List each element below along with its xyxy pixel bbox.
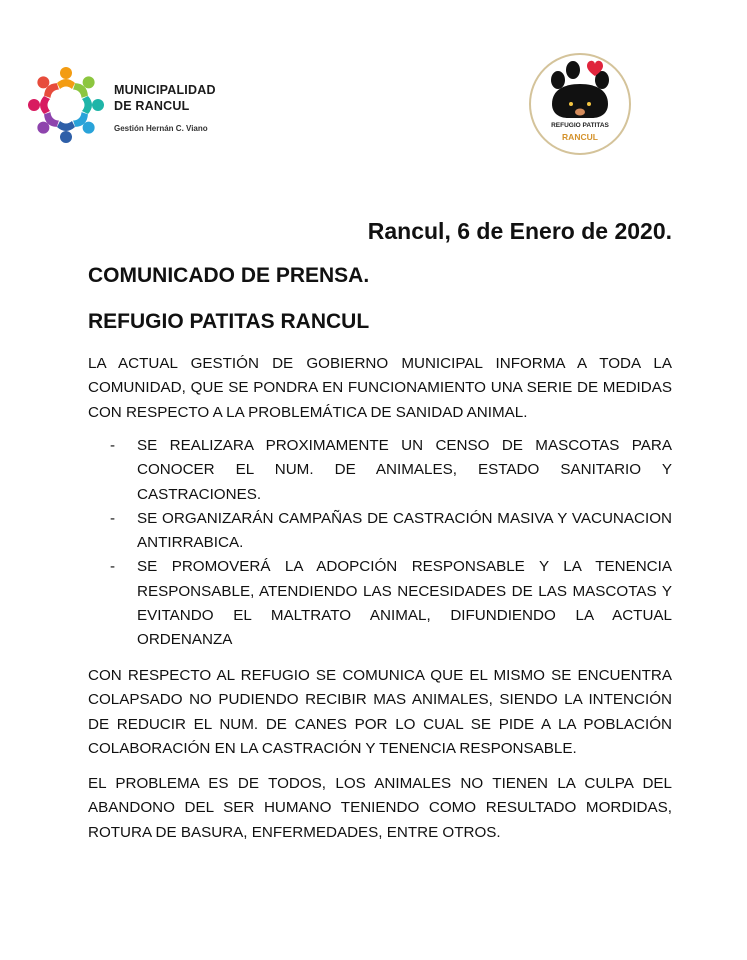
intro-paragraph: LA ACTUAL GESTIÓN DE GOBIERNO MUNICIPAL INFORMA A TODA LA COMUNIDAD, QUE SE PONDRA EN FUNCIONAMIENTO UNA SERIE DE MEDIDAS CON RESPECTO A LA PROBLEMÁTICA DE SANIDAD ANIMAL. <box>88 355 672 421</box>
shelter-logo-town: RANCUL <box>562 132 598 142</box>
list-item-text: SE ORGANIZARÁN CAMPAÑAS DE CASTRACIÓN MASIVA Y VACUNACION ANTIRRABICA. <box>137 509 672 552</box>
list-item-text: SE PROMOVERÁ LA ADOPCIÓN RESPONSABLE Y LA TENENCIA RESPONSABLE, ATENDIENDO LAS NECESIDADES DE LAS MASCOTAS Y EVITANDO EL MALTRATO ANIMAL, DIFUNDIENDO LA ACTUAL ORDENANZA <box>137 558 672 649</box>
date-line: Rancul, 6 de Enero de 2020. <box>367 218 672 244</box>
list-dash: - <box>110 437 116 454</box>
list-item <box>110 555 672 652</box>
measures-list <box>110 434 672 653</box>
shelter-logo-name: REFUGIO PATITAS <box>551 122 609 129</box>
municipality-name <box>114 82 216 114</box>
list-dash: - <box>110 509 116 527</box>
shelter-logo <box>528 52 632 156</box>
people-circle-icon <box>22 60 110 150</box>
list-item-text: SE REALIZARA PROXIMAMENTE UN CENSO DE MASCOTAS PARA CONOCER EL NUM. DE ANIMALES, ESTADO SANITARIO Y CASTRACIONES. <box>137 437 672 503</box>
closing-paragraph: EL PROBLEMA ES DE TODOS, LOS ANIMALES NO TIENEN LA CULPA DEL ABANDONO DEL SER HUMANO TENIENDO COMO RESULTADO MORDIDAS, ROTURA DE BASURA, ENFERMEDADES, ENTRE OTROS. <box>88 775 672 841</box>
document-title: COMUNICADO DE PRENSA. <box>88 264 370 287</box>
municipality-name-line1: MUNICIPALIDAD <box>114 83 216 97</box>
list-item <box>110 434 672 507</box>
document-subtitle: REFUGIO PATITAS RANCUL <box>88 310 370 333</box>
municipality-gestion: Gestión Hernán C. Viano <box>114 124 208 133</box>
list-item <box>110 507 672 556</box>
municipality-logo <box>22 60 252 150</box>
list-dash: - <box>110 558 116 576</box>
shelter-paragraph: CON RESPECTO AL REFUGIO SE COMUNICA QUE EL MISMO SE ENCUENTRA COLAPSADO NO PUDIENDO RECIBIR MAS ANIMALES, SIENDO LA INTENCIÓN DE REDUCIR EL NUM. DE CANES POR LO CUAL SE PIDE A LA POBLACIÓN COLABORACIÓN EN LA CASTRACIÓN Y TENENCIA RESPONSABLE. <box>88 667 672 757</box>
municipality-name-line2: DE RANCUL <box>114 99 190 113</box>
